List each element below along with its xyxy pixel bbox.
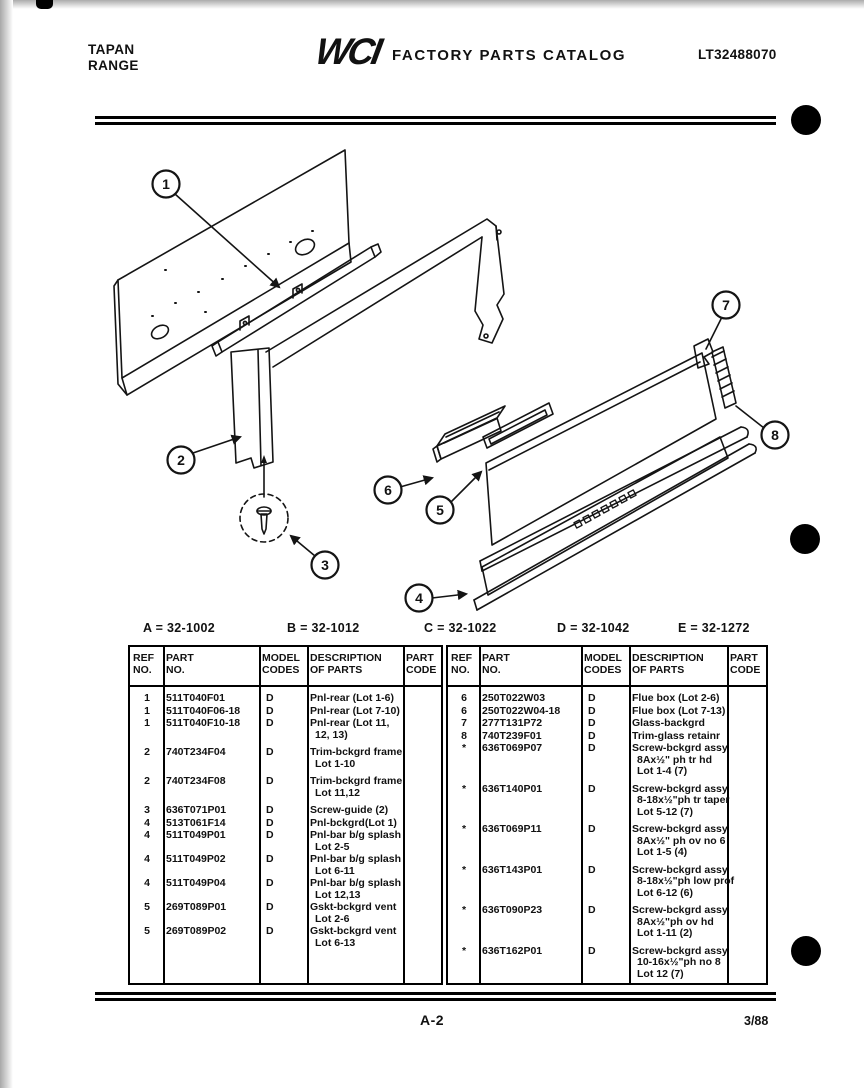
cell-part-code bbox=[727, 824, 766, 865]
cell-description: Trim-bckgrd frame Lot 1-10 bbox=[310, 746, 403, 770]
callout-2 bbox=[168, 447, 195, 474]
part-control-panel bbox=[474, 427, 756, 610]
footer-page-number: A-2 bbox=[419, 1012, 445, 1028]
parts-table-right-head bbox=[448, 647, 766, 687]
cell-part-code bbox=[403, 854, 441, 878]
cell-description: Screw-bckgrd assy 10-16x½"ph no 8 Lot 12 (7) bbox=[632, 944, 728, 980]
cell-part-no: 511T040F01 bbox=[166, 692, 225, 704]
cell-ref-no: * bbox=[461, 782, 467, 795]
cell-description: Gskt-bckgrd vent Lot 6-13 bbox=[310, 925, 397, 949]
column-header: PART CODE bbox=[730, 652, 761, 676]
cell-part-no: 277T131P72 bbox=[482, 717, 543, 729]
cell-part-no: 636T090P23 bbox=[482, 904, 543, 916]
cell-ref-no: 7 bbox=[461, 717, 467, 729]
cell-model-codes: D bbox=[588, 704, 596, 717]
wci-logo: WCI bbox=[312, 31, 383, 72]
cell-model-codes: D bbox=[588, 717, 596, 729]
cell-model-codes: D bbox=[588, 729, 596, 742]
callout-3 bbox=[312, 552, 339, 579]
cell-part-no: 511T040F10-18 bbox=[166, 717, 241, 729]
document-number: LT32488070 bbox=[698, 47, 777, 62]
parts-table-right bbox=[446, 645, 768, 985]
cell-description: Gskt-bckgrd vent Lot 2-6 bbox=[310, 901, 397, 925]
cell-part-no: 740T239F01 bbox=[482, 729, 542, 742]
cell-description: Screw-guide (2) bbox=[310, 804, 389, 816]
cell-ref-no: 1 bbox=[144, 704, 150, 717]
cell-part-code bbox=[403, 818, 441, 831]
cell-model-codes: D bbox=[588, 863, 596, 876]
callout-6 bbox=[375, 477, 402, 504]
parts-tables bbox=[128, 645, 768, 985]
cell-part-no: 636T069P11 bbox=[482, 823, 542, 835]
catalog-title: FACTORY PARTS CATALOG bbox=[392, 47, 627, 64]
parts-table-right-body bbox=[448, 687, 766, 983]
cell-ref-no: 6 bbox=[461, 692, 467, 704]
svg-text:8: 8 bbox=[771, 427, 779, 443]
cell-model-codes: D bbox=[588, 742, 596, 754]
column-header: PART NO. bbox=[482, 652, 510, 676]
cell-part-code bbox=[727, 784, 766, 825]
cell-description: Screw-bckgrd assy 8Ax½"ph ov hd Lot 1-11 (2) bbox=[632, 904, 728, 939]
part-rear-panel bbox=[114, 150, 351, 395]
cell-ref-no: 1 bbox=[144, 692, 150, 704]
part-screw-guide bbox=[240, 455, 288, 542]
cell-ref-no: 3 bbox=[144, 804, 150, 816]
cell-part-code bbox=[727, 865, 766, 906]
cell-part-no: 740T234F04 bbox=[166, 746, 226, 758]
cell-description: Glass-backgrd bbox=[632, 717, 705, 729]
cell-part-no: 269T089P01 bbox=[166, 901, 227, 913]
legend-item-b: B = 32-1012 bbox=[287, 621, 360, 635]
parts-table-left-head bbox=[130, 647, 441, 687]
cell-part-no: 250T022W04-18 bbox=[482, 704, 561, 717]
brand-line-2: RANGE bbox=[88, 58, 139, 73]
legend-item-d: D = 32-1042 bbox=[557, 621, 630, 635]
cell-model-codes: D bbox=[588, 904, 596, 916]
cell-part-code bbox=[727, 743, 766, 784]
cell-model-codes: D bbox=[266, 692, 274, 704]
column-header: PART NO. bbox=[166, 652, 194, 676]
cell-ref-no: 1 bbox=[144, 717, 150, 729]
cell-part-code bbox=[727, 905, 766, 946]
cell-model-codes: D bbox=[588, 692, 596, 704]
part-glass-panel bbox=[486, 339, 716, 545]
cell-description: Pnl-rear (Lot 7-10) bbox=[310, 704, 400, 717]
cell-model-codes: D bbox=[266, 804, 274, 816]
column-header: DESCRIPTION OF PARTS bbox=[310, 652, 382, 676]
parts-table-left-body bbox=[130, 687, 441, 983]
svg-text:7: 7 bbox=[722, 297, 730, 313]
callout-1 bbox=[153, 171, 180, 198]
cell-part-code bbox=[727, 693, 766, 706]
part-backguard-frame bbox=[231, 219, 504, 468]
cell-ref-no: * bbox=[461, 904, 467, 916]
column-header: MODEL CODES bbox=[262, 652, 300, 676]
cell-ref-no: * bbox=[461, 863, 467, 876]
callout-balloons bbox=[153, 171, 789, 612]
cell-part-no: 511T049P01 bbox=[166, 829, 226, 841]
cell-description: Pnl-rear (Lot 11, 12, 13) bbox=[310, 717, 390, 741]
cell-part-code bbox=[403, 878, 441, 902]
cell-ref-no: 4 bbox=[144, 877, 150, 889]
callout-leaders bbox=[175, 194, 764, 598]
cell-description: Pnl-bar b/g splash Lot 2-5 bbox=[310, 829, 402, 853]
cell-part-code bbox=[403, 693, 441, 706]
column-header: DESCRIPTION OF PARTS bbox=[632, 652, 704, 676]
brand-line-1: TAPAN bbox=[88, 42, 135, 57]
cell-description: Screw-bckgrd assy 8Ax½" ph tr hd Lot 1-4 (7) bbox=[632, 742, 728, 777]
cell-model-codes: D bbox=[588, 823, 596, 835]
cell-part-code bbox=[403, 902, 441, 926]
cell-ref-no: 8 bbox=[461, 729, 467, 742]
part-flue-box bbox=[433, 406, 505, 462]
svg-text:1: 1 bbox=[162, 176, 170, 192]
part-trim-retainer bbox=[712, 347, 736, 408]
column-header: MODEL CODES bbox=[584, 652, 622, 676]
footer-date: 3/88 bbox=[744, 1014, 769, 1028]
cell-part-code bbox=[403, 805, 441, 818]
cell-part-no: 250T022W03 bbox=[482, 692, 546, 704]
cell-part-code bbox=[727, 718, 766, 731]
cell-description: Screw-bckgrd assy 8Ax½" ph ov no 6 Lot 1-5 (4) bbox=[632, 823, 728, 858]
model-code-legend bbox=[0, 621, 864, 639]
callout-7 bbox=[713, 292, 740, 319]
cell-part-no: 511T040F06-18 bbox=[166, 704, 241, 717]
cell-part-no: 269T089P02 bbox=[166, 925, 227, 937]
cell-model-codes: D bbox=[266, 717, 274, 729]
svg-text:4: 4 bbox=[415, 590, 423, 606]
cell-part-no: 511T049P02 bbox=[166, 853, 226, 865]
cell-part-code bbox=[403, 926, 441, 950]
legend-item-a: A = 32-1002 bbox=[143, 621, 215, 635]
cell-part-code bbox=[403, 747, 441, 776]
cell-model-codes: D bbox=[588, 944, 596, 957]
cell-description: Flue box (Lot 7-13) bbox=[632, 704, 726, 717]
cell-part-no: 636T069P07 bbox=[482, 742, 543, 754]
cell-part-no: 636T162P01 bbox=[482, 944, 543, 957]
cell-model-codes: D bbox=[266, 746, 274, 758]
cell-ref-no: 4 bbox=[144, 816, 150, 829]
support-rail bbox=[212, 244, 381, 356]
cell-model-codes: D bbox=[266, 775, 274, 787]
legend-item-c: C = 32-1022 bbox=[424, 621, 497, 635]
part-glass-gasket bbox=[483, 403, 553, 448]
callout-8 bbox=[762, 422, 789, 449]
cell-model-codes: D bbox=[266, 704, 274, 717]
callout-5 bbox=[427, 497, 454, 524]
cell-description: Flue box (Lot 2-6) bbox=[632, 692, 720, 704]
cell-ref-no: 5 bbox=[144, 925, 150, 937]
legend-item-e: E = 32-1272 bbox=[678, 621, 750, 635]
cell-description: Screw-bckgrd assy 8-18x½"ph low prof Lot 6-12 (6) bbox=[632, 863, 735, 899]
cell-part-no: 740T234F08 bbox=[166, 775, 226, 787]
cell-model-codes: D bbox=[266, 829, 274, 841]
column-header: REF NO. bbox=[133, 652, 154, 676]
svg-text:6: 6 bbox=[384, 482, 392, 498]
cell-ref-no: * bbox=[461, 823, 467, 835]
cell-description: Trim-glass retainr bbox=[632, 729, 721, 742]
cell-model-codes: D bbox=[588, 782, 596, 795]
cell-model-codes: D bbox=[266, 816, 274, 829]
callout-4 bbox=[406, 585, 433, 612]
cell-part-code bbox=[727, 706, 766, 719]
cell-ref-no: 2 bbox=[144, 746, 150, 758]
cell-model-codes: D bbox=[266, 925, 274, 937]
cell-ref-no: 2 bbox=[144, 775, 150, 787]
cell-description: Pnl-rear (Lot 1-6) bbox=[310, 692, 395, 704]
cell-part-no: 636T071P01 bbox=[166, 804, 227, 816]
cell-ref-no: 4 bbox=[144, 829, 150, 841]
cell-part-code bbox=[727, 731, 766, 744]
cell-description: Screw-bckgrd assy 8-18x½"ph tr taper Lot 5-12 (7) bbox=[632, 782, 730, 818]
cell-model-codes: D bbox=[266, 853, 274, 865]
cell-part-code bbox=[727, 946, 766, 982]
cell-ref-no: 6 bbox=[461, 704, 467, 717]
cell-part-no: 511T049P04 bbox=[166, 877, 226, 889]
cell-part-no: 513T061F14 bbox=[166, 816, 226, 829]
cell-ref-no: * bbox=[461, 944, 467, 957]
cell-description: Pnl-bar b/g splash Lot 12,13 bbox=[310, 877, 402, 901]
bottom-divider-rule bbox=[95, 992, 776, 1001]
cell-part-code bbox=[403, 706, 441, 719]
parts-table-left bbox=[128, 645, 443, 985]
cell-ref-no: * bbox=[461, 742, 467, 754]
cell-ref-no: 5 bbox=[144, 901, 150, 913]
svg-text:2: 2 bbox=[177, 452, 185, 468]
svg-text:5: 5 bbox=[436, 502, 444, 518]
column-header: REF NO. bbox=[451, 652, 472, 676]
cell-ref-no: 4 bbox=[144, 853, 150, 865]
cell-part-no: 636T140P01 bbox=[482, 782, 543, 795]
cell-description: Pnl-bckgrd(Lot 1) bbox=[310, 816, 397, 829]
cell-part-no: 636T143P01 bbox=[482, 863, 543, 876]
cell-model-codes: D bbox=[266, 877, 274, 889]
svg-text:3: 3 bbox=[321, 557, 329, 573]
cell-model-codes: D bbox=[266, 901, 274, 913]
cell-part-code bbox=[403, 718, 441, 747]
cell-description: Pnl-bar b/g splash Lot 6-11 bbox=[310, 853, 402, 877]
cell-part-code bbox=[403, 776, 441, 805]
cell-description: Trim-bckgrd frame Lot 11,12 bbox=[310, 775, 403, 799]
column-header: PART CODE bbox=[406, 652, 437, 676]
cell-part-code bbox=[403, 830, 441, 854]
